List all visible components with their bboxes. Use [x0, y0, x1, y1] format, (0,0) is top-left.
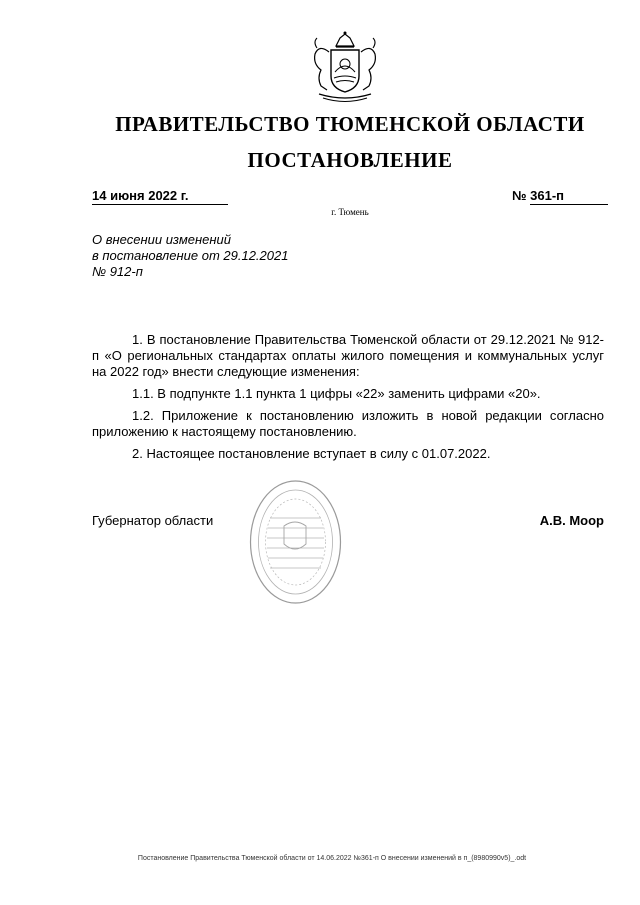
body-paragraph: 1.1. В подпункте 1.1 пункта 1 цифры «22» заменить цифрами «20». [132, 386, 541, 401]
document-body [92, 332, 604, 468]
body-paragraph: 1.2. Приложение к постановлению изложить в новой редакции согласно приложению к настоящему постановлению. [92, 408, 604, 439]
signature-stamp-icon [248, 478, 343, 606]
subject-line: № 912-п [92, 264, 143, 279]
signer-name: А.В. Моор [539, 513, 604, 528]
body-paragraph: 1. В постановление Правительства Тюменской области от 29.12.2021 № 912-п «О региональных стандартах оплаты жилого помещения и коммунальных услуг на 2022 год» внести следующие изменения: [92, 332, 604, 379]
page-footer: Постановление Правительства Тюменской области от 14.06.2022 №361-п О внесении изменений в п_(8980990v5)_.odt [137, 855, 527, 862]
body-paragraph: 2. Настоящее постановление вступает в силу с 01.07.2022. [132, 446, 491, 461]
number-value: 361-п [530, 188, 608, 205]
city: г. Тюмень [331, 207, 369, 217]
number-prefix: № [512, 188, 527, 203]
document-date: 14 июня 2022 г. [92, 188, 228, 205]
subject-line: О внесении изменений [92, 232, 231, 247]
document-subject [92, 232, 288, 280]
signer-position: Губернатор области [92, 513, 214, 528]
document-type: ПОСТАНОВЛЕНИЕ [247, 148, 453, 172]
coat-of-arms-icon [305, 30, 385, 105]
subject-line: в постановление от 29.12.2021 [92, 248, 289, 263]
document-number [512, 188, 608, 205]
government-title: ПРАВИТЕЛЬСТВО ТЮМЕНСКОЙ ОБЛАСТИ [115, 112, 585, 136]
